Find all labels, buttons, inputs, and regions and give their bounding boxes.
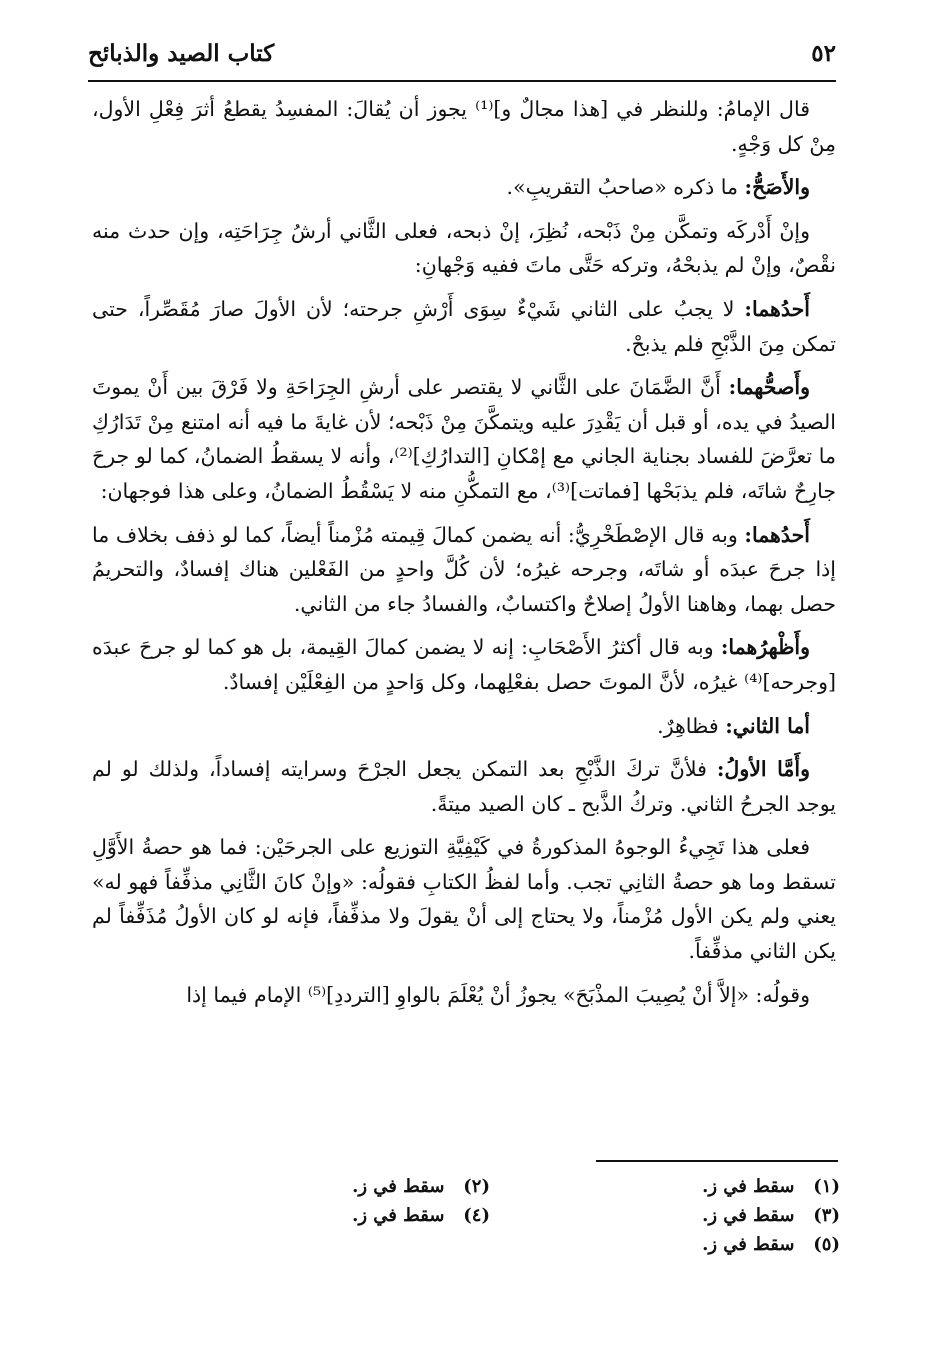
paragraph-lead: والأَصَحُّ: bbox=[744, 175, 810, 200]
paragraph bbox=[92, 518, 836, 622]
page-number: ٥٢ bbox=[811, 40, 836, 67]
paragraph-text: وإنْ أَدْركَه وتمكَّن مِنْ ذَبْحه، نُظِرَ، إنْ ذبحه، فعلى الثَّاني أرشُ جِرَاحَتِه، وإن حدث منه نقْصٌ، وإنْ لم يذبحْهُ، وتركه حَتَّى ماتَ ففيه وَجْهانِ: bbox=[92, 218, 836, 278]
footnote-text: سقط في ز. bbox=[702, 1176, 795, 1197]
paragraph-text: فظاهِرٌ. bbox=[657, 713, 719, 738]
footnote-text: سقط في ز. bbox=[352, 1176, 445, 1197]
footnote bbox=[352, 1205, 490, 1226]
paragraph-lead: وأَصحُّهما: bbox=[728, 375, 810, 400]
footnote-text: سقط في ز. bbox=[702, 1234, 795, 1255]
paragraph-text: قال الإمامُ: وللنظر في [هذا مجالٌ و]⁽¹⁾ يجوز أن يُقالَ: المفسِدُ يقطعُ أثرَ فِعْلِ الأول، مِنْ كل وَجْهٍ. bbox=[92, 97, 836, 156]
paragraph bbox=[92, 630, 836, 699]
footnote bbox=[702, 1205, 840, 1226]
main-text bbox=[92, 92, 836, 1021]
paragraph bbox=[92, 292, 836, 361]
footnote-number: (١) bbox=[813, 1176, 840, 1197]
paragraph-lead: وأَظْهرُهما: bbox=[720, 635, 810, 660]
footnotes bbox=[150, 1176, 840, 1286]
footnote bbox=[352, 1176, 490, 1197]
footnote-text: سقط في ز. bbox=[702, 1205, 795, 1226]
paragraph-text: لا يجبُ على الثاني شَيْءٌ سِوَى أَرْشِ جرحته؛ لأن الأولَ صارَ مُقَصِّراً، حتى تمكن مِنَ الذَّبْحِ فلم يذبحْ. bbox=[92, 296, 836, 356]
paragraph bbox=[92, 92, 836, 161]
footnote-text: سقط في ز. bbox=[352, 1205, 445, 1226]
footnote bbox=[702, 1176, 840, 1197]
running-title: كتاب الصيد والذبائح bbox=[88, 40, 275, 67]
page-header bbox=[88, 40, 836, 76]
paragraph bbox=[92, 978, 836, 1013]
footnote bbox=[702, 1234, 840, 1255]
paragraph bbox=[92, 830, 836, 968]
footnote-number: (٤) bbox=[463, 1205, 490, 1226]
paragraph bbox=[92, 370, 836, 508]
paragraph-text: أَنَّ الضَّمَانَ على الثَّاني لا يقتصر على أرشِ الجِرَاحَةِ ولا فَرْقَ بين أَنْ يموتَ الصيدُ في يده، أو قبل أن يَقْدِرَ عليه ويتمكَّنَ مِنْ ذَبْحه؛ لأن غايةَ ما فيه أنه امتنع مِنْ تَدَارُكِ ما تعرَّضَ للفساد بجناية الجاني مع إمْكانِ [التدارُكِ]⁽²⁾، وأنه لا يسقطُ الضمانُ، كما لو جرحَ جارِحٌ شاتَه، فلم يذبَحْها [فماتت]⁽³⁾، مع التمكُّنِ منه لا يَسْقُطُ الضمانُ، وعلى هذا فوجهان: bbox=[92, 375, 836, 503]
paragraph bbox=[92, 170, 836, 205]
footnote-number: (٣) bbox=[813, 1205, 840, 1226]
paragraph-text: فعلى هذا تَجِيءُ الوجوهُ المذكورةُ في كَيْفِيَّةِ التوزيع على الجرحَيْن: فما هو حصةُ الأَوَّلِ تسقط وما هو حصةُ الثانِي تجب. وأما لفظُ الكتابِ فقولُه: «وإنْ كانَ الثَّانِي مذفِّفاً فهو له» يعني ولم يكن الأول مُزْمناً، ولا يحتاج إلى أنْ يقولَ ولا مذفِّفاً، فإنه لو كان الأولُ مُذَفِّفاً لم يكن الثاني مذفِّفاً. bbox=[92, 835, 836, 964]
paragraph-text: ما ذكره «صاحبُ التقريبِ». bbox=[506, 175, 738, 200]
footnote-number: (٢) bbox=[463, 1176, 490, 1197]
footnote-rule bbox=[596, 1160, 838, 1162]
header-rule bbox=[88, 80, 836, 82]
paragraph-lead: أما الثاني: bbox=[725, 713, 810, 738]
paragraph bbox=[92, 752, 836, 821]
paragraph-lead: أَحدُهما: bbox=[744, 522, 810, 547]
footnote-number: (٥) bbox=[813, 1234, 840, 1255]
paragraph bbox=[92, 214, 836, 283]
paragraph-text: فلأنَّ تركَ الذَّبْحِ بعد التمكن يجعل الجرْحَ وسرايته إفساداً، ولذلك لو لم يوجد الجرحُ الثاني. وتركُ الذَّبح ـ كان الصيد ميتةً. bbox=[92, 757, 836, 816]
paragraph-text: وبه قال الإصْطَخْرِيُّ: أنه يضمن كمالَ قِيمته مُزْمناً أيضاً، كما لو ذفف بخلاف ما إذا جرحَ عبدَه أو شاتَه، وجرحه غيرُه؛ لأن كُلَّ واحدٍ من الفَعْلين هناك إفسادٌ، والتحريمُ حصل بهما، وهاهنا الأولُ إصلاحٌ واكتسابٌ، والفسادُ جاء من الثاني. bbox=[92, 522, 836, 616]
paragraph bbox=[92, 709, 836, 744]
paragraph-lead: وأَمَّا الأولُ: bbox=[716, 757, 810, 782]
paragraph-text: وبه قال أكثرُ الأَصْحَابِ: إنه لا يضمن كمالَ القِيمة، بل هو كما لو جرحَ عبدَه [وجرحه]⁽⁴⁾ غيرُه، لأنَّ الموتَ حصل بفعْلِهما، وكل وَاحدٍ من الفِعْلَيْن إفسادٌ. bbox=[92, 635, 836, 694]
paragraph-text: وقولُه: «إلاَّ أنْ يُصِيبَ المذْبَحَ» يجوزُ أنْ يُعْلَمَ بالواوِ [الترددِ]⁽⁵⁾ الإمام فيما إذا bbox=[186, 982, 810, 1007]
paragraph-lead: أَحدُهما: bbox=[744, 296, 810, 321]
